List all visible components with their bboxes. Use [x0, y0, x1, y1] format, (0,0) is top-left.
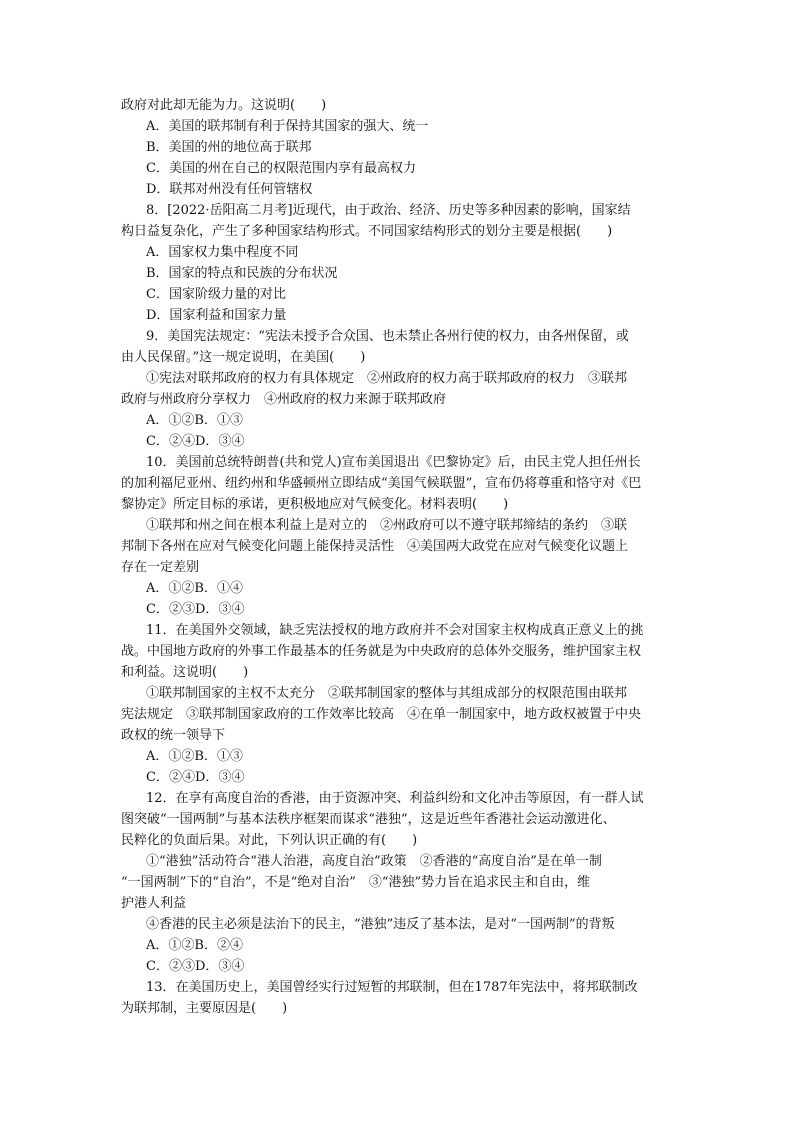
q9-options-cd: C．②④D．③④	[146, 434, 245, 449]
q9-stem-line-1: 9．美国宪法规定：“宪法未授予合众国、也未禁止各州行使的权力，由各州保留，或	[146, 329, 629, 344]
q8-option-b: B．国家的特点和民族的分布状况	[146, 266, 338, 281]
q11-statements-line-1: ①联邦制国家的主权不太充分 ②联邦制国家的整体与其组成部分的权限范围由联邦	[146, 686, 628, 701]
q11-stem-line-3: 和利益。这说明( )	[121, 665, 249, 680]
q12-stem-line-2: 图突破“一国两制”与基本法秩序框架而谋求“港独”，这是近些年香港社会运动激进化、	[121, 812, 616, 827]
q7-option-b: B．美国的州的地位高于联邦	[146, 140, 312, 155]
q10-options-ab: A．①②B．①④	[146, 581, 243, 596]
q11-options-ab: A．①②B．①③	[146, 749, 243, 764]
q11-options-cd: C．②④D．③④	[146, 770, 245, 785]
q10-stem-line-2: 的加利福尼亚州、纽约州和华盛顿州立即结成“美国气候联盟”，宣布仍将尊重和恪守对《巴	[121, 476, 642, 491]
q12-stem-line-3: 民粹化的负面后果。对此，下列认识正确的有( )	[121, 833, 418, 848]
q12-options-ab: A．①②B．②④	[146, 938, 243, 953]
q9-statements-line-2: 政府与州政府分享权力 ④州政府的权力来源于联邦政府	[121, 392, 447, 407]
q10-statements-line-2: 邦制下各州在应对气候变化问题上能保持灵活性 ④美国两大政党在应对气候变化议题上	[121, 539, 629, 554]
q11-statements-line-2: 宪法规定 ③联邦制国家政府的工作效率比较高 ④在单一制国家中，地方政权被置于中央	[121, 707, 642, 722]
q12-statements-line-2: “一国两制”下的“自治”，不是“绝对自治” ③“港独”势力旨在追求民主和自由，维	[121, 875, 591, 890]
q12-options-cd: C．②③D．③④	[146, 959, 245, 974]
q9-options-ab: A．①②B．①③	[146, 413, 243, 428]
q7-option-c: C．美国的州在自己的权限范围内享有最高权力	[146, 161, 416, 176]
q11-statements-line-3: 政权的统一领导下	[121, 728, 226, 743]
q10-stem-line-3: 黎协定》所定目标的承诺，更积极地应对气候变化。材料表明( )	[121, 497, 509, 512]
q8-option-d: D．国家利益和国家力量	[146, 308, 287, 323]
q10-options-cd: C．②③D．③④	[146, 602, 245, 617]
q11-stem-line-1: 11．在美国外交领域，缺乏宪法授权的地方政府并不会对国家主权构成真正意义上的挑	[146, 623, 644, 638]
q13-stem-line-1: 13．在美国历史上，美国曾经实行过短暂的邦联制，但在1787年宪法中，将邦联制改	[146, 980, 638, 995]
q8-option-a: A．国家权力集中程度不同	[146, 245, 299, 260]
q12-statements-line-1: ①“港独”活动符合“港人治港，高度自治”政策 ②香港的“高度自治”是在单一制	[146, 854, 602, 869]
q10-stem-line-1: 10．美国前总统特朗普(共和党人)宣布美国退出《巴黎协定》后，由民主党人担任州长	[146, 455, 641, 470]
q8-stem-line-1: 8．[2022·岳阳高二月考]近现代，由于政治、经济、历史等多种因素的影响，国家结	[146, 203, 631, 218]
q8-option-c: C．国家阶级力量的对比	[146, 287, 286, 302]
q13-stem-line-2: 为联邦制，主要原因是( )	[121, 1001, 288, 1016]
q10-statements-line-3: 存在一定差别	[121, 560, 200, 575]
q10-statements-line-1: ①联邦和州之间在根本利益上是对立的 ②州政府可以不遵守联邦缔结的条约 ③联	[146, 518, 628, 533]
q7-option-d: D．联邦对州没有任何管辖权	[146, 182, 313, 197]
q7-stem-tail: 政府对此却无能为力。这说明( )	[121, 98, 327, 113]
q12-statements-line-4: ④香港的民主必须是法治下的民主，“港独”违反了基本法，是对“一国两制”的背叛	[146, 917, 615, 932]
q9-stem-line-2: 由人民保留。”这一规定说明，在美国( )	[121, 350, 366, 365]
q11-stem-line-2: 战。中国地方政府的外事工作最基本的任务就是为中央政府的总体外交服务，维护国家主权	[121, 644, 642, 659]
q9-statements-line-1: ①宪法对联邦政府的权力有具体规定 ②州政府的权力高于联邦政府的权力 ③联邦	[146, 371, 628, 386]
q12-stem-line-1: 12．在享有高度自治的香港，由于资源冲突、利益纠纷和文化冲击等原因，有一群人试	[146, 791, 644, 806]
q12-statements-line-3: 护港人利益	[121, 896, 187, 911]
q8-stem-line-2: 构日益复杂化，产生了多种国家结构形式。不同国家结构形式的划分主要是根据( )	[121, 224, 613, 239]
q7-option-a: A．美国的联邦制有利于保持其国家的强大、统一	[146, 119, 429, 134]
